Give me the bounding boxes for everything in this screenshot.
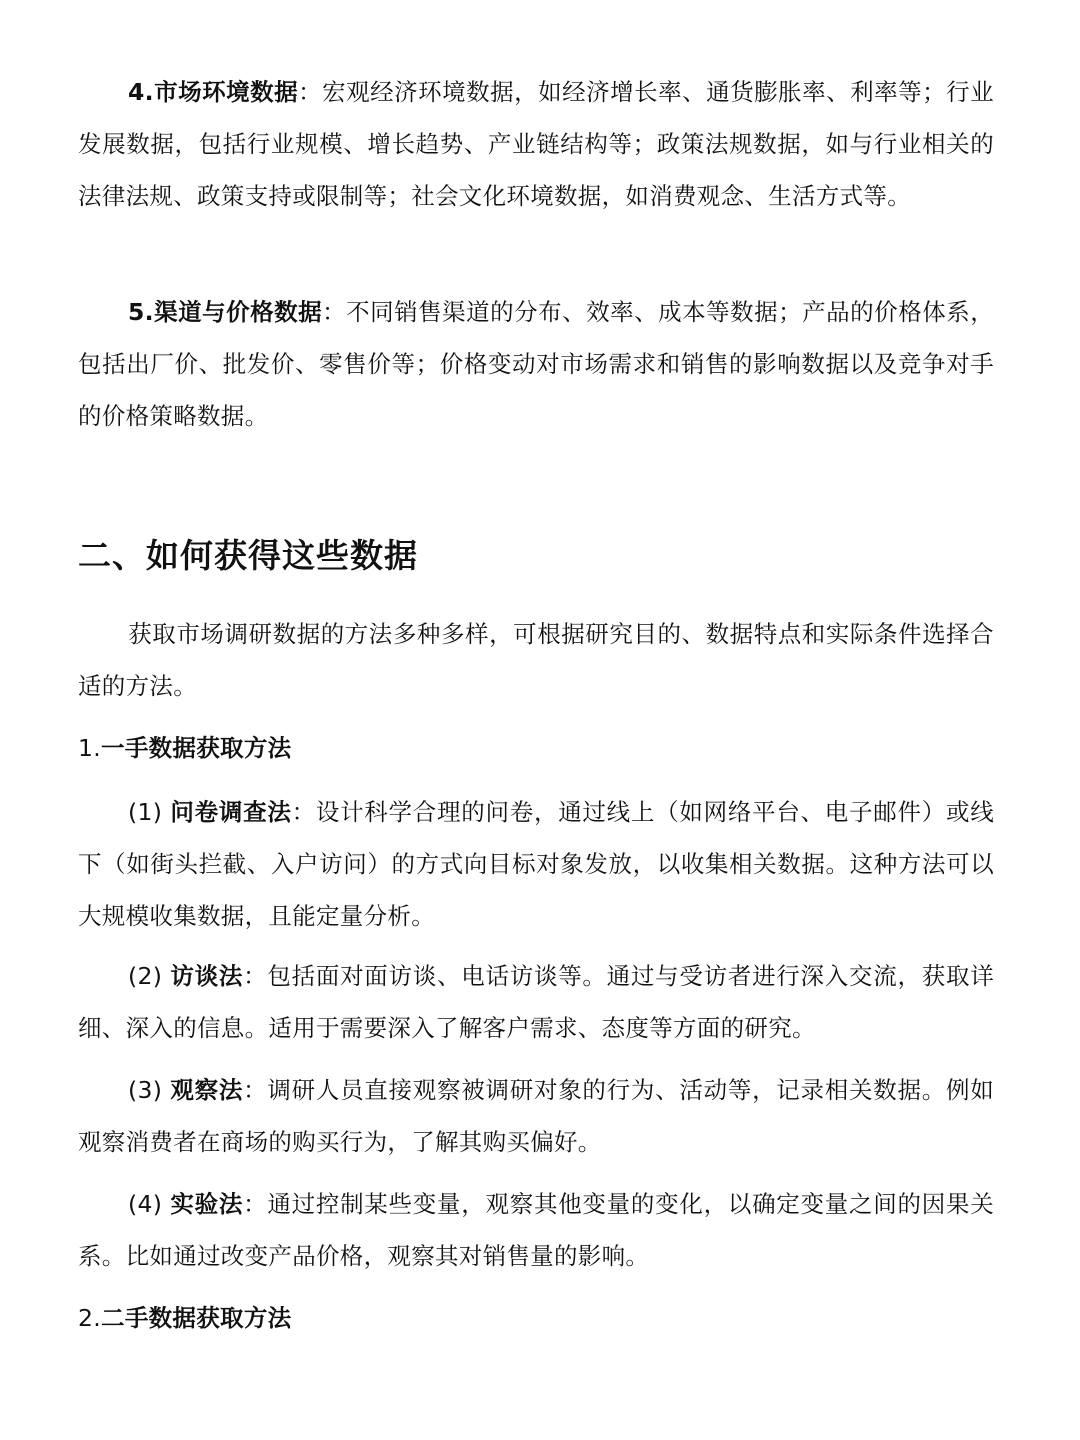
method-questionnaire xyxy=(78,786,994,942)
method-term: 实验法 xyxy=(170,1190,244,1218)
section-heading: 二、如何获得这些数据 xyxy=(78,536,418,575)
term-channel-price: 渠道与价格数据 xyxy=(153,298,323,326)
subheading-primary-data xyxy=(78,728,994,768)
paragraph-channel-price xyxy=(78,286,994,442)
section-intro xyxy=(78,608,994,712)
method-observation xyxy=(78,1064,994,1168)
method-text: ：设计科学合理的问卷，通过线上（如网络平台、电子邮件）或线下（如街头拦截、入户访问）的方式向目标对象发放，以收集相关数据。这种方法可以大规模收集数据，且能定量分析。 xyxy=(78,798,995,930)
method-interview xyxy=(78,950,994,1054)
subheading-secondary-data xyxy=(78,1298,994,1338)
subheading-number: 2. xyxy=(78,1304,102,1332)
method-experiment xyxy=(78,1178,994,1282)
method-term: 访谈法 xyxy=(170,962,244,990)
item-number: 5. xyxy=(128,298,154,326)
paragraph-market-environment xyxy=(78,66,994,222)
subheading-number: 1. xyxy=(78,734,102,762)
method-text: ：调研人员直接观察被调研对象的行为、活动等，记录相关数据。例如观察消费者在商场的购买行为，了解其购买偏好。 xyxy=(78,1076,994,1156)
method-term: 观察法 xyxy=(170,1076,244,1104)
method-text: ：通过控制某些变量，观察其他变量的变化，以确定变量之间的因果关系。比如通过改变产品价格，观察其对销售量的影响。 xyxy=(78,1190,994,1270)
method-number: (4) xyxy=(128,1190,171,1218)
intro-text: 获取市场调研数据的方法多种多样，可根据研究目的、数据特点和实际条件选择合适的方法。 xyxy=(78,620,994,700)
method-number: (1) xyxy=(128,798,171,826)
method-term: 问卷调查法 xyxy=(170,798,292,826)
term-market-environment: 市场环境数据 xyxy=(153,78,299,106)
paragraph-text: ：不同销售渠道的分布、效率、成本等数据；产品的价格体系，包括出厂价、批发价、零售价等；价格变动对市场需求和销售的影响数据以及竞争对手的价格策略数据。 xyxy=(78,298,994,430)
subheading-title: 二手数据获取方法 xyxy=(101,1304,292,1332)
subheading-title: 一手数据获取方法 xyxy=(101,734,292,762)
method-number: (3) xyxy=(128,1076,171,1104)
method-text: ：包括面对面访谈、电话访谈等。通过与受访者进行深入交流，获取详细、深入的信息。适用于需要深入了解客户需求、态度等方面的研究。 xyxy=(78,962,994,1042)
item-number: 4. xyxy=(128,78,154,106)
paragraph-text: ：宏观经济环境数据，如经济增长率、通货膨胀率、利率等；行业发展数据，包括行业规模、增长趋势、产业链结构等；政策法规数据，如与行业相关的法律法规、政策支持或限制等；社会文化环境数据，如消费观念、生活方式等。 xyxy=(78,78,994,210)
method-number: (2) xyxy=(128,962,171,990)
